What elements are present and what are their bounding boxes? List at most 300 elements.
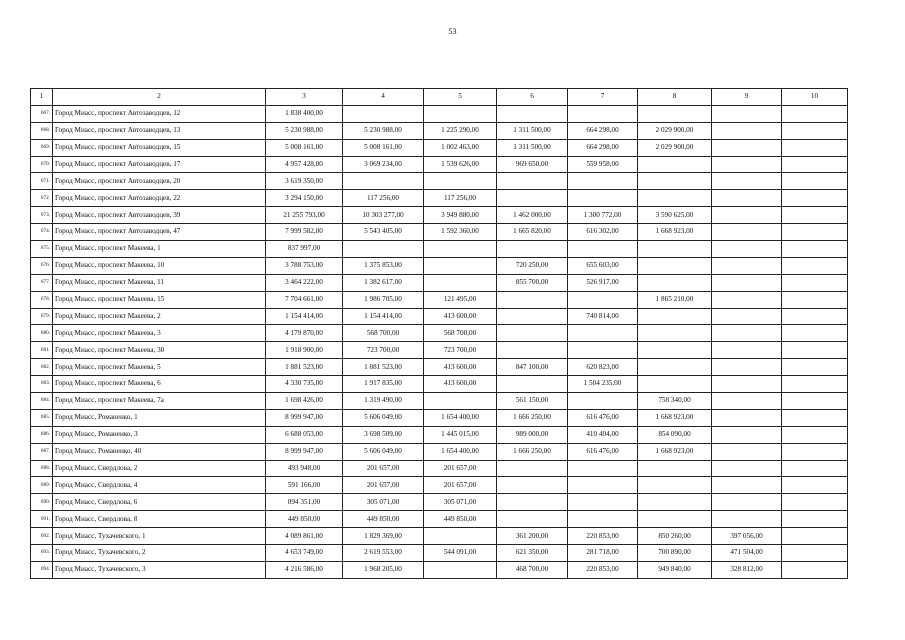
value-cell: 1 918 900,00 (266, 342, 343, 359)
row-number: 676. (31, 257, 53, 274)
address-cell: Город Миасс, Романенко, 3 (53, 426, 266, 443)
value-cell: 1 539 626,00 (424, 156, 497, 173)
table-row (31, 308, 848, 325)
value-cell: 740 814,00 (568, 308, 638, 325)
column-header: 6 (497, 89, 568, 106)
value-cell: 471 504,00 (712, 545, 782, 562)
value-cell (343, 105, 424, 122)
value-cell: 5 008 161,00 (343, 139, 424, 156)
value-cell: 723 700,00 (343, 342, 424, 359)
value-cell: 1 654 400,00 (424, 443, 497, 460)
value-cell: 2 619 553,00 (343, 545, 424, 562)
address-cell: Город Миасс, Тухачевского, 3 (53, 561, 266, 578)
address-cell: Город Миасс, Свердлова, 2 (53, 460, 266, 477)
row-number: 678. (31, 291, 53, 308)
page-number: 53 (448, 27, 457, 36)
value-cell: 449 850,00 (343, 511, 424, 528)
address-cell: Город Миасс, проспект Макеева, 1 (53, 241, 266, 258)
value-cell (782, 224, 848, 241)
value-cell (568, 477, 638, 494)
row-number: 677. (31, 274, 53, 291)
value-cell (638, 190, 712, 207)
value-cell: 1 504 235,00 (568, 376, 638, 393)
value-cell (782, 460, 848, 477)
value-cell (712, 342, 782, 359)
value-cell (712, 122, 782, 139)
row-number: 683. (31, 376, 53, 393)
value-cell (782, 156, 848, 173)
value-cell (638, 325, 712, 342)
value-cell (568, 494, 638, 511)
value-cell: 201 657,00 (343, 477, 424, 494)
value-cell: 201 657,00 (343, 460, 424, 477)
address-cell: Город Миасс, проспект Макеева, 15 (53, 291, 266, 308)
address-cell: Город Миасс, Свердлова, 8 (53, 511, 266, 528)
value-cell: 1 666 250,00 (497, 409, 568, 426)
table-header-row (31, 89, 848, 106)
value-cell: 1 382 617,00 (343, 274, 424, 291)
row-number: 667. (31, 105, 53, 122)
row-number: 691. (31, 511, 53, 528)
value-cell (712, 139, 782, 156)
table-row (31, 342, 848, 359)
value-cell: 854 090,00 (638, 426, 712, 443)
table-row (31, 409, 848, 426)
value-cell (568, 325, 638, 342)
value-cell (424, 274, 497, 291)
value-cell (638, 511, 712, 528)
value-cell (638, 477, 712, 494)
value-cell (782, 376, 848, 393)
value-cell (497, 308, 568, 325)
value-cell: 413 600,00 (424, 376, 497, 393)
value-cell: 1 665 820,00 (497, 224, 568, 241)
value-cell: 1 654 400,00 (424, 409, 497, 426)
value-cell: 655 603,00 (568, 257, 638, 274)
value-cell: 413 600,00 (424, 359, 497, 376)
value-cell: 5 606 049,00 (343, 443, 424, 460)
value-cell: 1 838 400,00 (266, 105, 343, 122)
value-cell: 449 850,00 (424, 511, 497, 528)
value-cell (782, 122, 848, 139)
value-cell (638, 359, 712, 376)
value-cell (712, 173, 782, 190)
value-cell: 1 881 523,00 (266, 359, 343, 376)
value-cell: 3 464 222,00 (266, 274, 343, 291)
value-cell: 1 968 205,00 (343, 561, 424, 578)
table-row (31, 511, 848, 528)
row-number: 672. (31, 190, 53, 207)
value-cell: 1 154 414,00 (343, 308, 424, 325)
value-cell (497, 460, 568, 477)
value-cell (712, 359, 782, 376)
value-cell: 664 298,00 (568, 139, 638, 156)
row-number: 684. (31, 393, 53, 410)
value-cell: 1 002 463,00 (424, 139, 497, 156)
table-row (31, 156, 848, 173)
value-cell: 1 668 923,00 (638, 443, 712, 460)
value-cell: 3 788 753,00 (266, 257, 343, 274)
table-body (31, 105, 848, 578)
value-cell (782, 409, 848, 426)
value-cell: 620 823,00 (568, 359, 638, 376)
table-row (31, 426, 848, 443)
row-number: 679. (31, 308, 53, 325)
table-row (31, 545, 848, 562)
value-cell: 220 853,00 (568, 528, 638, 545)
value-cell: 1 319 490,00 (343, 393, 424, 410)
value-cell: 561 150,00 (497, 393, 568, 410)
value-cell: 493 948,00 (266, 460, 343, 477)
value-cell: 526 917,00 (568, 274, 638, 291)
address-cell: Город Миасс, проспект Автозаводцев, 13 (53, 122, 266, 139)
row-number: 686. (31, 426, 53, 443)
address-cell: Город Миасс, проспект Макеева, 6 (53, 376, 266, 393)
value-cell (712, 494, 782, 511)
row-number: 674. (31, 224, 53, 241)
value-cell (782, 561, 848, 578)
row-number: 693. (31, 545, 53, 562)
value-cell: 894 351,00 (266, 494, 343, 511)
value-cell: 847 100,00 (497, 359, 568, 376)
value-cell: 6 688 053,00 (266, 426, 343, 443)
value-cell (712, 409, 782, 426)
value-cell (712, 443, 782, 460)
value-cell (497, 241, 568, 258)
value-cell: 201 657,00 (424, 477, 497, 494)
value-cell: 1 865 210,00 (638, 291, 712, 308)
value-cell: 1 154 414,00 (266, 308, 343, 325)
value-cell (497, 342, 568, 359)
value-cell (568, 460, 638, 477)
value-cell (782, 426, 848, 443)
table-row (31, 376, 848, 393)
value-cell (638, 257, 712, 274)
value-cell: 544 091,00 (424, 545, 497, 562)
value-cell (424, 393, 497, 410)
table-row (31, 122, 848, 139)
value-cell (712, 241, 782, 258)
value-cell (782, 528, 848, 545)
value-cell: 3 949 880,00 (424, 207, 497, 224)
address-cell: Город Миасс, проспект Автозаводцев, 22 (53, 190, 266, 207)
row-number: 673. (31, 207, 53, 224)
column-header: 4 (343, 89, 424, 106)
value-cell (497, 173, 568, 190)
value-cell: 616 476,00 (568, 409, 638, 426)
value-cell (497, 494, 568, 511)
table-row (31, 274, 848, 291)
value-cell: 361 200,00 (497, 528, 568, 545)
address-cell: Город Миасс, проспект Макеева, 7а (53, 393, 266, 410)
value-cell: 10 303 277,00 (343, 207, 424, 224)
value-cell (638, 173, 712, 190)
table-row (31, 494, 848, 511)
address-cell: Город Миасс, Тухачевского, 1 (53, 528, 266, 545)
row-number: 685. (31, 409, 53, 426)
value-cell: 305 071,00 (424, 494, 497, 511)
value-cell (568, 190, 638, 207)
table-row (31, 139, 848, 156)
table-row (31, 190, 848, 207)
value-cell (568, 511, 638, 528)
value-cell (424, 561, 497, 578)
value-cell: 568 700,00 (343, 325, 424, 342)
row-number: 681. (31, 342, 53, 359)
value-cell: 410 404,00 (568, 426, 638, 443)
value-cell: 7 999 582,00 (266, 224, 343, 241)
table-row (31, 477, 848, 494)
value-cell: 3 590 625,00 (638, 207, 712, 224)
value-cell: 5 230 988,00 (266, 122, 343, 139)
row-number: 675. (31, 241, 53, 258)
value-cell (782, 241, 848, 258)
value-cell: 1 462 000,00 (497, 207, 568, 224)
value-cell: 568 700,00 (424, 325, 497, 342)
column-header: 2 (53, 89, 266, 106)
address-cell: Город Миасс, проспект Макеева, 10 (53, 257, 266, 274)
value-cell: 121 495,00 (424, 291, 497, 308)
value-cell: 328 812,00 (712, 561, 782, 578)
value-cell (343, 173, 424, 190)
address-cell: Город Миасс, проспект Макеева, 5 (53, 359, 266, 376)
address-cell: Город Миасс, проспект Автозаводцев, 39 (53, 207, 266, 224)
value-cell (568, 241, 638, 258)
value-cell (638, 156, 712, 173)
row-number: 688. (31, 460, 53, 477)
value-cell (712, 308, 782, 325)
value-cell (712, 325, 782, 342)
value-cell: 5 008 161,00 (266, 139, 343, 156)
value-cell (638, 494, 712, 511)
row-number: 682. (31, 359, 53, 376)
value-cell: 969 650,00 (497, 156, 568, 173)
value-cell: 1 668 923,00 (638, 409, 712, 426)
row-number: 687. (31, 443, 53, 460)
table-row (31, 224, 848, 241)
value-cell: 3 698 509,00 (343, 426, 424, 443)
value-cell: 220 853,00 (568, 561, 638, 578)
value-cell (712, 207, 782, 224)
value-cell (712, 274, 782, 291)
row-number: 669. (31, 139, 53, 156)
column-header: 3 (266, 89, 343, 106)
value-cell (497, 325, 568, 342)
value-cell (424, 528, 497, 545)
table-row (31, 257, 848, 274)
table-row (31, 359, 848, 376)
row-number: 668. (31, 122, 53, 139)
value-cell (782, 393, 848, 410)
table-row (31, 291, 848, 308)
value-cell (568, 173, 638, 190)
value-cell: 559 958,00 (568, 156, 638, 173)
value-cell: 449 850,00 (266, 511, 343, 528)
address-cell: Город Миасс, проспект Макеева, 3 (53, 325, 266, 342)
value-cell: 850 260,00 (638, 528, 712, 545)
value-cell: 4 330 735,00 (266, 376, 343, 393)
table-row (31, 207, 848, 224)
value-cell (568, 105, 638, 122)
value-cell: 700 890,00 (638, 545, 712, 562)
address-cell: Город Миасс, Тухачевского, 2 (53, 545, 266, 562)
value-cell: 4 216 586,00 (266, 561, 343, 578)
value-cell (638, 460, 712, 477)
value-cell (712, 376, 782, 393)
value-cell (497, 511, 568, 528)
value-cell: 5 543 405,00 (343, 224, 424, 241)
value-cell (782, 443, 848, 460)
value-cell (638, 342, 712, 359)
value-cell (712, 257, 782, 274)
column-header: 9 (712, 89, 782, 106)
value-cell: 305 071,00 (343, 494, 424, 511)
value-cell: 5 230 988,00 (343, 122, 424, 139)
value-cell: 3 294 150,00 (266, 190, 343, 207)
value-cell: 397 056,00 (712, 528, 782, 545)
row-number: 689. (31, 477, 53, 494)
value-cell (497, 376, 568, 393)
value-cell (568, 393, 638, 410)
value-cell: 664 298,00 (568, 122, 638, 139)
table-row (31, 173, 848, 190)
value-cell: 1 917 835,00 (343, 376, 424, 393)
value-cell (782, 291, 848, 308)
value-cell: 3 619 350,00 (266, 173, 343, 190)
address-cell: Город Миасс, проспект Макеева, 30 (53, 342, 266, 359)
value-cell (782, 325, 848, 342)
value-cell: 1 300 772,00 (568, 207, 638, 224)
value-cell: 855 700,00 (497, 274, 568, 291)
value-cell (782, 477, 848, 494)
value-cell (712, 190, 782, 207)
table-row (31, 443, 848, 460)
value-cell: 4 179 870,00 (266, 325, 343, 342)
value-cell (782, 359, 848, 376)
value-cell: 758 340,00 (638, 393, 712, 410)
value-cell (568, 342, 638, 359)
value-cell (424, 257, 497, 274)
address-cell: Город Миасс, проспект Автозаводцев, 20 (53, 173, 266, 190)
address-cell: Город Миасс, Свердлова, 6 (53, 494, 266, 511)
value-cell: 1 668 923,00 (638, 224, 712, 241)
address-cell: Город Миасс, проспект Макеева, 11 (53, 274, 266, 291)
value-cell (424, 241, 497, 258)
value-cell: 1 311 500,00 (497, 122, 568, 139)
value-cell (497, 477, 568, 494)
column-header: 10 (782, 89, 848, 106)
value-cell (782, 494, 848, 511)
value-cell (782, 105, 848, 122)
value-cell (782, 308, 848, 325)
value-cell: 8 999 947,00 (266, 443, 343, 460)
value-cell: 1 445 015,00 (424, 426, 497, 443)
value-cell (782, 257, 848, 274)
value-cell: 837 997,00 (266, 241, 343, 258)
value-cell (712, 426, 782, 443)
value-cell (712, 105, 782, 122)
table-row (31, 460, 848, 477)
value-cell: 2 029 900,00 (638, 139, 712, 156)
value-cell: 1 592 360,00 (424, 224, 497, 241)
value-cell (782, 342, 848, 359)
value-cell: 117 256,00 (424, 190, 497, 207)
value-cell (497, 105, 568, 122)
value-cell (638, 274, 712, 291)
value-cell: 2 029 900,00 (638, 122, 712, 139)
address-cell: Город Миасс, проспект Макеева, 2 (53, 308, 266, 325)
value-cell: 720 250,00 (497, 257, 568, 274)
value-cell: 201 657,00 (424, 460, 497, 477)
value-cell (712, 224, 782, 241)
value-cell (568, 291, 638, 308)
value-cell (712, 291, 782, 308)
value-cell: 4 653 749,00 (266, 545, 343, 562)
value-cell (638, 376, 712, 393)
value-cell: 616 476,00 (568, 443, 638, 460)
address-cell: Город Миасс, проспект Автозаводцев, 12 (53, 105, 266, 122)
value-cell (782, 173, 848, 190)
value-cell: 1 698 426,00 (266, 393, 343, 410)
value-cell (497, 190, 568, 207)
address-cell: Город Миасс, Романенко, 1 (53, 409, 266, 426)
column-header: 1 (31, 89, 53, 106)
value-cell (782, 139, 848, 156)
address-cell: Город Миасс, проспект Автозаводцев, 47 (53, 224, 266, 241)
value-cell (782, 190, 848, 207)
row-number: 690. (31, 494, 53, 511)
value-cell (712, 156, 782, 173)
value-cell (638, 241, 712, 258)
value-cell (424, 173, 497, 190)
column-header: 5 (424, 89, 497, 106)
value-cell (782, 545, 848, 562)
row-number: 670. (31, 156, 53, 173)
value-cell: 21 255 793,00 (266, 207, 343, 224)
column-header: 7 (568, 89, 638, 106)
table-row (31, 105, 848, 122)
value-cell: 4 957 428,00 (266, 156, 343, 173)
row-number: 694. (31, 561, 53, 578)
value-cell (638, 308, 712, 325)
address-cell: Город Миасс, Свердлова, 4 (53, 477, 266, 494)
value-cell (782, 274, 848, 291)
value-cell: 413 600,00 (424, 308, 497, 325)
value-cell: 8 999 947,00 (266, 409, 343, 426)
value-cell (638, 105, 712, 122)
value-cell: 281 718,00 (568, 545, 638, 562)
value-cell (712, 393, 782, 410)
value-cell: 989 000,00 (497, 426, 568, 443)
address-cell: Город Миасс, проспект Автозаводцев, 15 (53, 139, 266, 156)
value-cell: 723 700,00 (424, 342, 497, 359)
value-cell: 949 840,00 (638, 561, 712, 578)
value-cell: 1 311 500,00 (497, 139, 568, 156)
value-cell (782, 207, 848, 224)
value-cell: 1 666 250,00 (497, 443, 568, 460)
address-cell: Город Миасс, Романенко, 40 (53, 443, 266, 460)
value-cell: 1 225 290,00 (424, 122, 497, 139)
value-cell: 591 166,00 (266, 477, 343, 494)
value-cell (424, 105, 497, 122)
address-cell: Город Миасс, проспект Автозаводцев, 17 (53, 156, 266, 173)
value-cell (712, 460, 782, 477)
table-row (31, 393, 848, 410)
value-cell (712, 511, 782, 528)
value-cell: 117 256,00 (343, 190, 424, 207)
table-row (31, 561, 848, 578)
row-number: 692. (31, 528, 53, 545)
